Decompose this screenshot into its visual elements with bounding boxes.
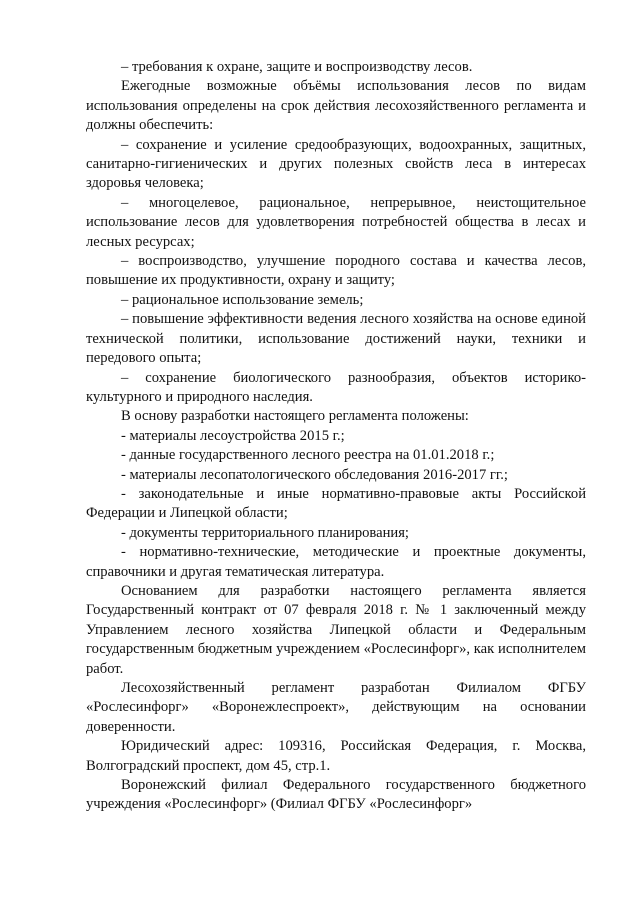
list-item-reproduction: – воспроизводство, улучшение породного состава и качества лесов, повышение их продуктивности, охрану и защиту; bbox=[86, 253, 586, 289]
list-item-efficiency: – повышение эффективности ведения лесного хозяйства на основе единой технической политики, использование достижений науки, техники и передового опыта; bbox=[86, 311, 586, 367]
list-item-environmental-properties: – сохранение и усиление средообразующих, водоохранных, защитных, санитарно-гигиенических и других полезных свойств леса в интересах здоровья человека; bbox=[86, 136, 586, 192]
paragraph-legal-address: Юридический адрес: 109316, Российская Федерация, г. Москва, Волгоградский проспект, дом 45, стр.1. bbox=[86, 738, 586, 774]
list-item-biodiversity: – сохранение биологического разнообразия, объектов историко-культурного и природного наследия. bbox=[86, 369, 586, 405]
list-item-legal-acts: - законодательные и иные нормативно-правовые акты Российской Федерации и Липецкой области; bbox=[86, 485, 586, 522]
paragraph-voronezh-branch: Воронежский филиал Федерального государственного бюджетного учреждения «Рослесинфорг» (Филиал ФГБУ «Рослесинфорг» bbox=[86, 777, 586, 813]
list-item-pathology-survey: - материалы лесопатологического обследования 2016-2017 гг.; bbox=[121, 466, 508, 483]
list-item-technical-documents: - нормативно-технические, методические и проектные документы, справочники и другая тематическая литература. bbox=[86, 544, 586, 580]
paragraph-forest-protection-requirements: – требования к охране, защите и воспроизводству лесов. bbox=[121, 59, 473, 75]
paragraph-developer: Лесохозяйственный регламент разработан Филиалом ФГБУ «Рослесинфорг» «Воронежлеспроект», действующим на основании доверенности. bbox=[86, 680, 586, 735]
paragraph-basis-intro: В основу разработки настоящего регламента положены: bbox=[121, 408, 469, 425]
list-item-multipurpose-use: – многоцелевое, рациональное, непрерывное, неистощительное использование лесов для удовлетворения потребностей общества в лесах и лесных ресурсах; bbox=[86, 194, 586, 250]
list-item-forest-registry: - данные государственного лесного реестра на 01.01.2018 г.; bbox=[121, 447, 495, 464]
paragraph-contract-basis: Основанием для разработки настоящего регламента является Государственный контракт от 07 февраля 2018 г. № 1 заключенный между Управлением лесного хозяйства Липецкой области и Федеральным государственным бюджетным учреждением «Рослесинфорг», как исполнителем работ. bbox=[86, 582, 586, 677]
list-item-land-use: – рациональное использование земель; bbox=[121, 291, 364, 308]
list-item-forest-inventory: - материалы лесоустройства 2015 г.; bbox=[121, 427, 345, 444]
list-item-planning-documents: - документы территориального планирования; bbox=[121, 524, 409, 541]
document-page bbox=[86, 58, 586, 815]
paragraph-annual-volumes: Ежегодные возможные объёмы использования лесов по видам использования определены на срок действия лесохозяйственного регламента и должны обеспечить: bbox=[86, 78, 586, 134]
